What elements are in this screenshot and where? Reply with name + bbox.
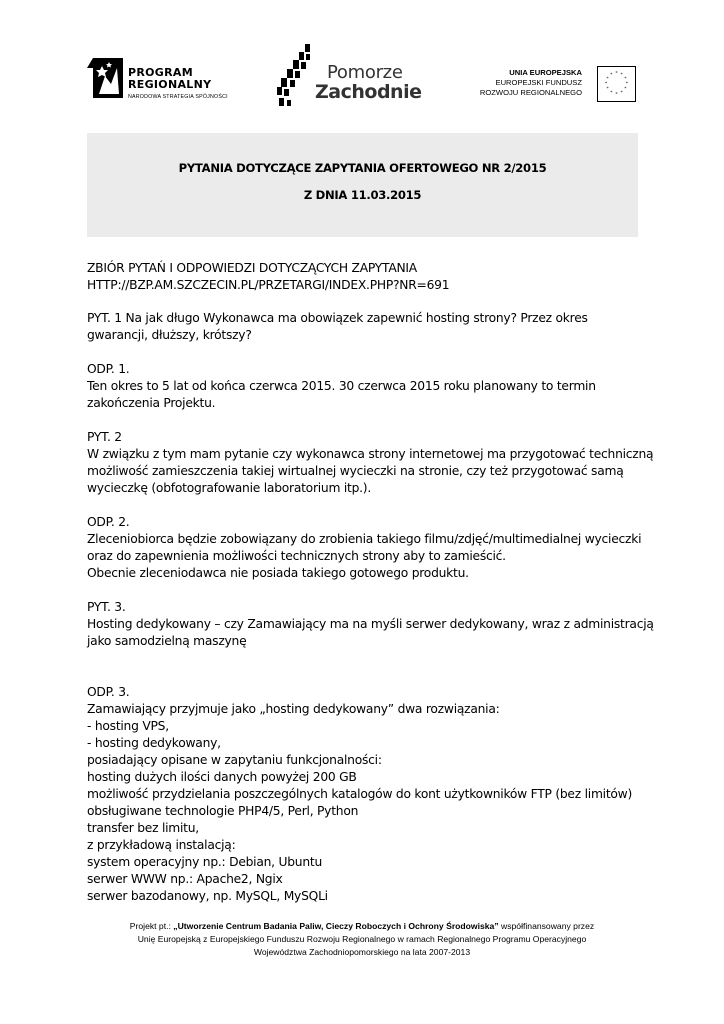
- program-regionalny-title: PROGRAM REGIONALNY: [128, 66, 212, 91]
- answer-line: oraz do zapewnienia możliwości technicznych strony aby to zamieścić.: [87, 549, 506, 563]
- svg-text:*: *: [615, 92, 618, 98]
- question-2: [87, 429, 653, 497]
- question-label: PYT. 3.: [87, 600, 126, 614]
- answer-line: transfer bez limitu,: [87, 821, 199, 835]
- footer-line: Projekt pt.: „Utworzenie Centrum Badania Paliw, Cieczy Roboczych i Ochrony Środowiska” współfinansowany przez: [129, 921, 595, 931]
- answer-line: obsługiwane technologie PHP4/5, Perl, Python: [87, 804, 359, 818]
- svg-text:*: *: [620, 90, 623, 96]
- svg-text:*: *: [624, 87, 627, 93]
- answer-line: system operacyjny np.: Debian, Ubuntu: [87, 855, 323, 869]
- document-date: Z DNIA 11.03.2015: [303, 188, 422, 202]
- question-line: wycieczkę (obfotografowanie laboratorium itp.).: [87, 481, 372, 495]
- pomorze-word: Pomorze: [327, 62, 403, 83]
- answer-line: - hosting VPS,: [87, 719, 169, 733]
- question-line: możliwość zamieszczenia takiej wirtualnej wycieczki na stronie, czy też przygotować samą: [87, 464, 624, 478]
- document-title: PYTANIA DOTYCZĄCE ZAPYTANIA OFERTOWEGO NR 2/2015: [178, 161, 547, 175]
- footer-line: Województwa Zachodniopomorskiego na lata 2007-2013: [253, 947, 471, 957]
- eu-logo-text: UNIA EUROPEJSKA EUROPEJSKI FUNDUSZ ROZWOJU REGIONALNEGO: [479, 68, 582, 97]
- answer-label: ODP. 1.: [87, 362, 130, 376]
- svg-text:*: *: [624, 76, 627, 82]
- eu-flag-icon: [597, 66, 636, 102]
- program-regionalny-emblem-icon: [87, 54, 127, 104]
- answer-line: zakończenia Projektu.: [87, 396, 216, 410]
- answer-label: ODP. 3.: [87, 685, 130, 699]
- intro-url: HTTP://BZP.AM.SZCZECIN.PL/PRZETARGI/INDEX.PHP?NR=691: [87, 278, 450, 292]
- answer-line: - hosting dedykowany,: [87, 736, 221, 750]
- svg-text:*: *: [620, 72, 623, 78]
- project-title: „Utworzenie Centrum Badania Paliw, Cieczy Roboczych i Ochrony Środowiska”: [173, 921, 499, 931]
- question-line: jako samodzielną maszynę: [87, 634, 247, 648]
- program-regionalny-logo: [87, 52, 247, 108]
- question-line: W związku z tym mam pytanie czy wykonawca strony internetowej ma przygotować techniczną: [87, 447, 654, 461]
- program-regionalny-subtitle: NARODOWA STRATEGIA SPÓJNOŚCI: [128, 94, 228, 100]
- question-line: Hosting dedykowany – czy Zamawiający ma na myśli serwer dedykowany, wraz z administracją: [87, 617, 654, 631]
- footer-line: Unię Europejską z Europejskiego Funduszu Rozwoju Regionalnego w ramach Regionalnego Programu Operacyjnego: [137, 934, 587, 944]
- answer-line: hosting dużych ilości danych powyżej 200 GB: [87, 770, 357, 784]
- question-1: [87, 310, 588, 344]
- answer-line: serwer WWW np.: Apache2, Ngix: [87, 872, 283, 886]
- logo-bar: [0, 0, 724, 125]
- svg-text:*: *: [610, 90, 613, 96]
- intro-line: ZBIÓR PYTAŃ I ODPOWIEDZI DOTYCZĄCYCH ZAPYTANIA: [87, 261, 417, 275]
- svg-text:*: *: [625, 81, 629, 87]
- svg-text:*: *: [604, 81, 608, 87]
- answer-label: ODP. 2.: [87, 515, 130, 529]
- pomorze-zachodnie-logo: [275, 42, 435, 108]
- document-header: [87, 133, 638, 237]
- answer-3: [87, 684, 632, 905]
- answer-line: Ten okres to 5 lat od końca czerwca 2015. 30 czerwca 2015 roku planowany to termin: [87, 379, 596, 393]
- question-label: PYT. 2: [87, 430, 122, 444]
- svg-text:*: *: [606, 87, 609, 93]
- question-3: [87, 599, 654, 650]
- eu-logo: [462, 64, 638, 104]
- page-footer: [60, 920, 664, 959]
- svg-text:*: *: [610, 72, 613, 78]
- question-line: gwarancji, dłuższy, krótszy?: [87, 328, 252, 342]
- answer-2: [87, 514, 641, 582]
- svg-text:*: *: [615, 71, 618, 77]
- answer-line: posiadający opisane w zapytaniu funkcjonalności:: [87, 753, 382, 767]
- answer-line: Zleceniobiorca będzie zobowiązany do zrobienia takiego filmu/zdjęć/multimedialnej wycieczki: [87, 532, 642, 546]
- answer-line: z przykładową instalacją:: [87, 838, 236, 852]
- answer-line: Obecnie zleceniodawca nie posiada takiego gotowego produktu.: [87, 566, 469, 580]
- svg-text:*: *: [606, 76, 609, 82]
- answer-line: Zamawiający przyjmuje jako „hosting dedykowany” dwa rozwiązania:: [87, 702, 500, 716]
- intro-block: [87, 260, 449, 294]
- answer-1: [87, 361, 596, 412]
- question-line: PYT. 1 Na jak długo Wykonawca ma obowiązek zapewnić hosting strony? Przez okres: [87, 311, 588, 325]
- zachodnie-word: Zachodnie: [315, 81, 422, 103]
- answer-line: serwer bazodanowy, np. MySQL, MySQLi: [87, 889, 328, 903]
- answer-line: możliwość przydzielania poszczególnych katalogów do kont użytkowników FTP (bez limitów): [87, 787, 633, 801]
